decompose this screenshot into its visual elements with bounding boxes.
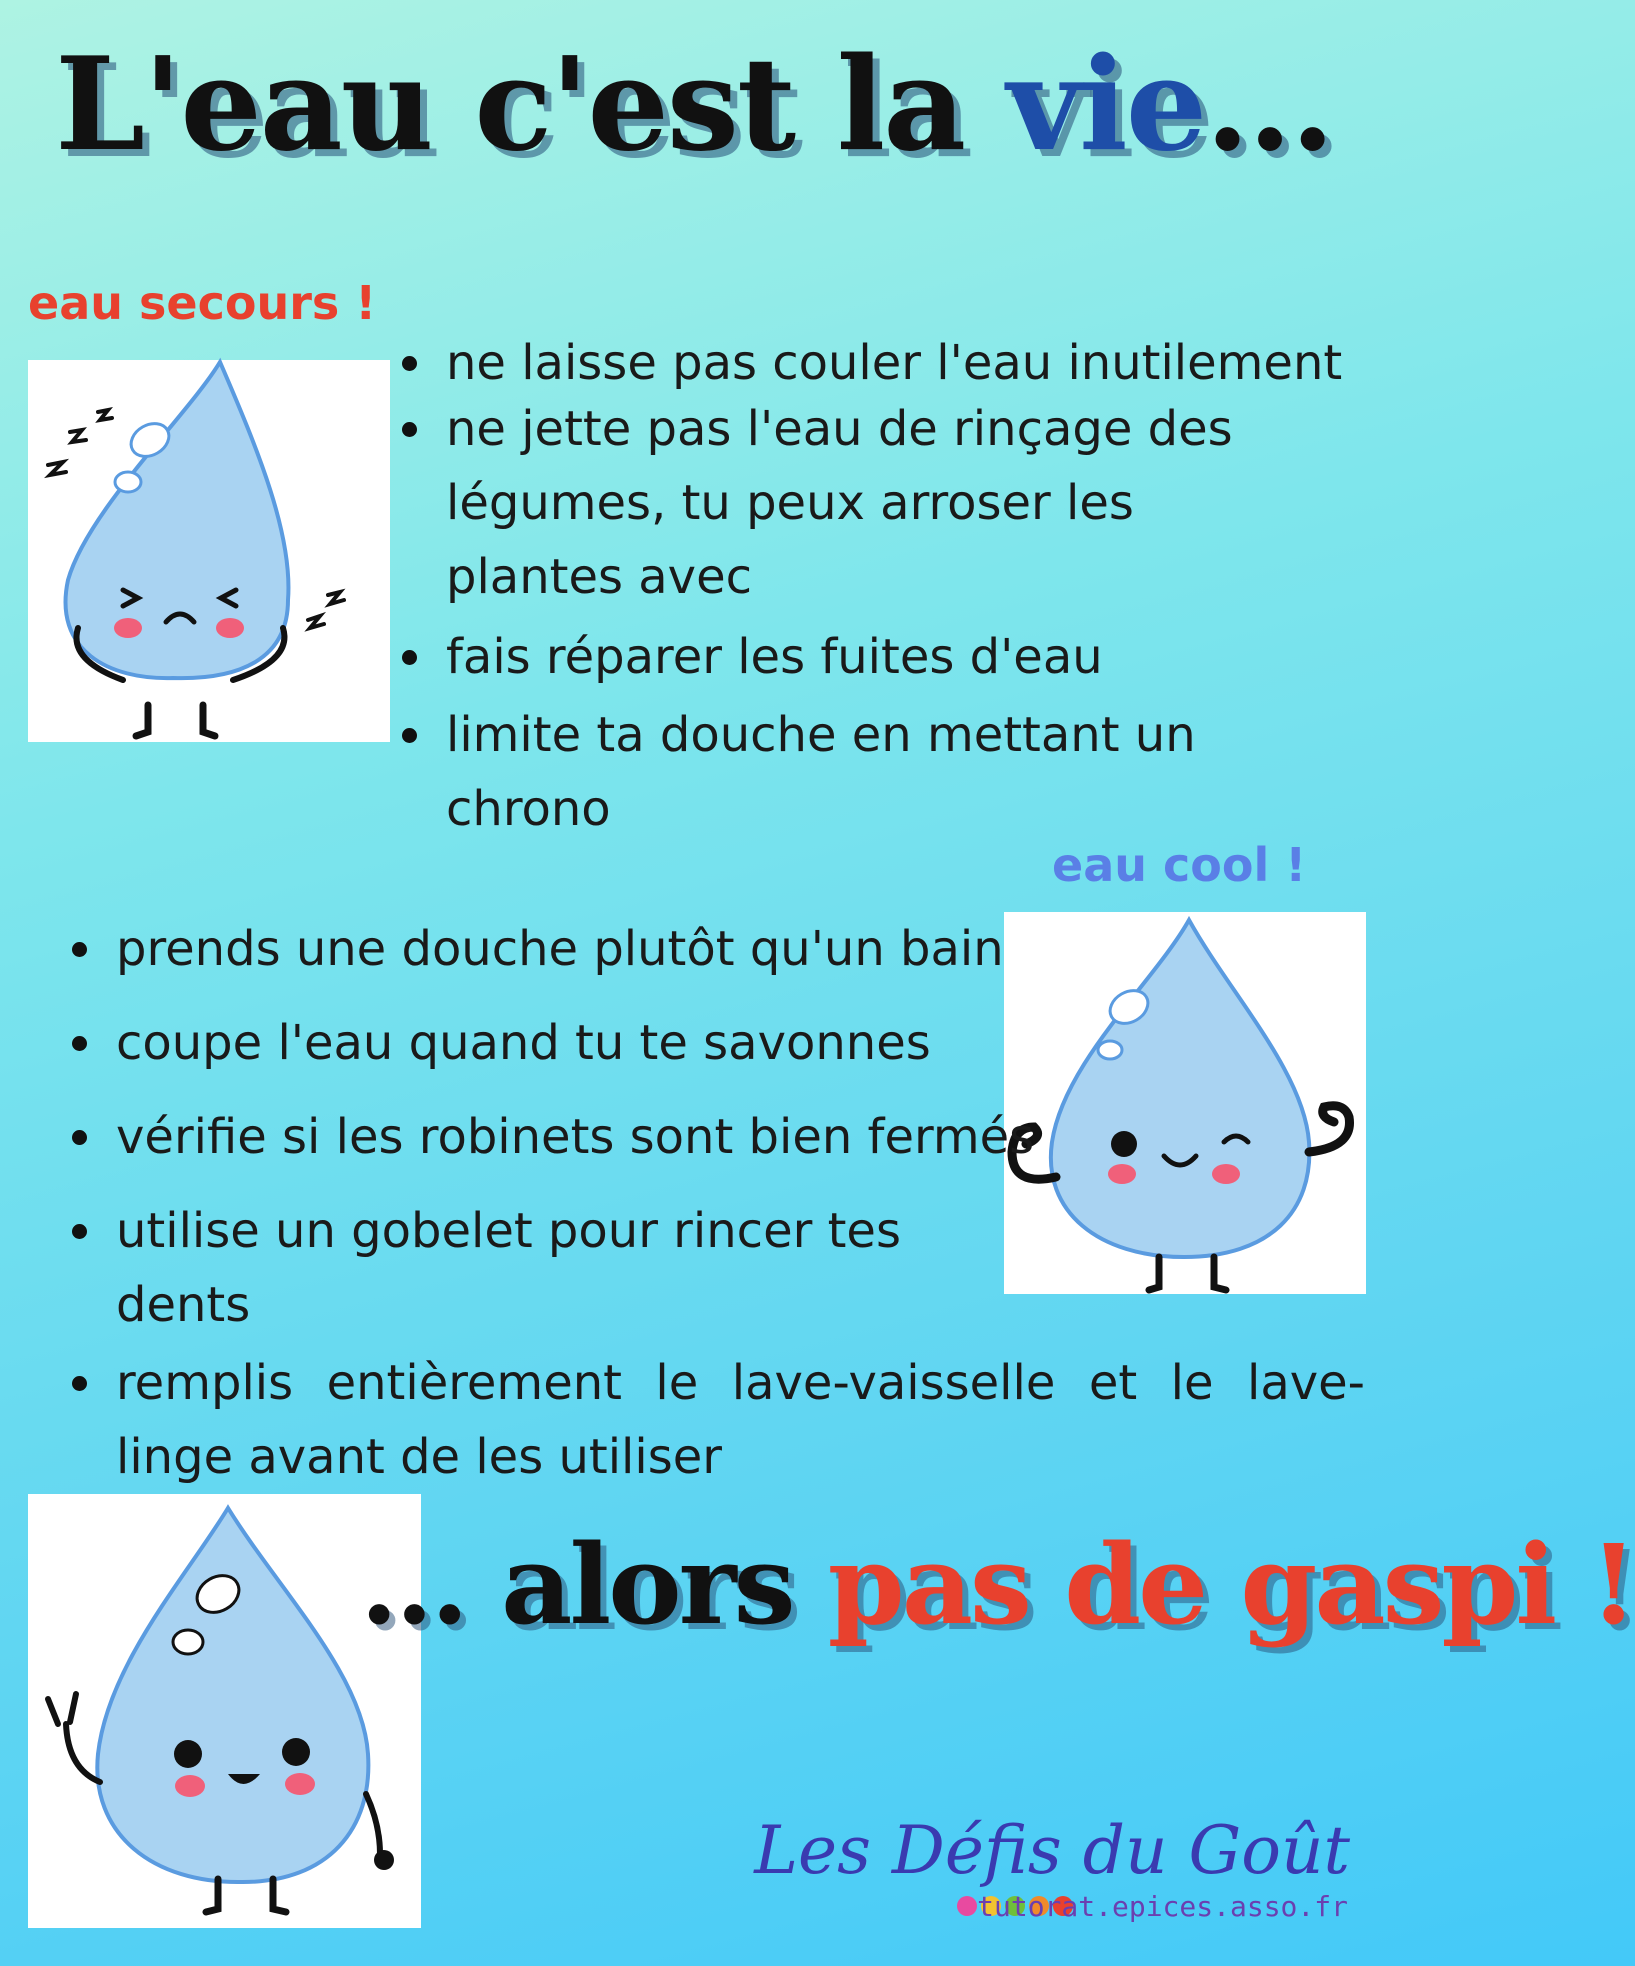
title-accent: vie (1006, 30, 1206, 180)
slogan-accent: pas de gaspi ! (827, 1520, 1635, 1649)
section-heading-eau-secours: eau secours ! (28, 276, 377, 330)
sad-water-drop-icon (28, 360, 390, 742)
list-item: limite ta douche en mettant un chrono (400, 698, 1360, 846)
list-item: coupe l'eau quand tu te savonnes (70, 1006, 1365, 1080)
list-item: fais réparer les fuites d'eau (400, 620, 1360, 694)
brand-website: tutorat.epices.asso.fr (977, 1890, 1348, 1923)
section-heading-eau-cool: eau cool ! (1052, 838, 1307, 892)
slogan: ... alors pas de gaspi ! (360, 1520, 1635, 1649)
list-item: ne laisse pas couler l'eau inutilement (400, 326, 1360, 400)
list-item: prends une douche plutôt qu'un bain (70, 912, 1365, 986)
list-item: remplis entièrement le lave-vaisselle et le lave-linge avant de les utiliser (70, 1346, 1365, 1494)
list-item: vérifie si les robinets sont bien fermés (70, 1100, 1365, 1174)
brand-dot (957, 1896, 977, 1916)
eau-cool-list (70, 912, 1365, 1494)
sad-drop-card (28, 360, 390, 742)
list-item: utilise un gobelet pour rincer tes dents (70, 1194, 966, 1342)
eau-secours-list (400, 326, 1360, 846)
brand-logo-text: Les Défis du Goût (754, 1812, 1350, 1889)
list-item: ne jette pas l'eau de rinçage des légumes, tu peux arroser les plantes avec (400, 392, 1266, 614)
page-title: L'eau c'est la vie... (55, 30, 1333, 180)
